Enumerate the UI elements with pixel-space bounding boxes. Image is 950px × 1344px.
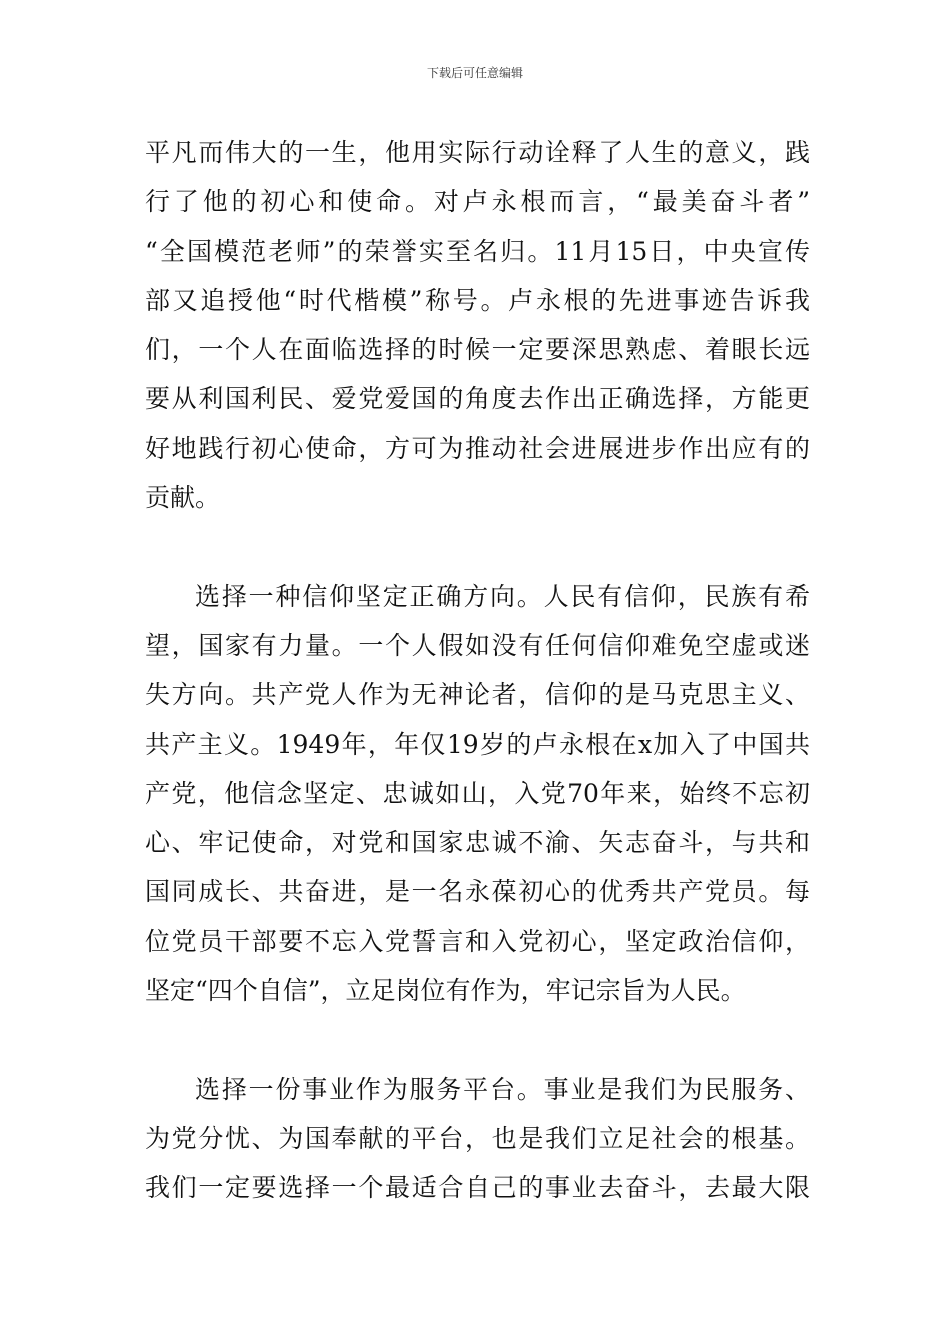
text-line: 部又追授他“时代楷模”称号。卢永根的先进事迹告诉我 bbox=[145, 285, 810, 315]
text-line: 产党，他信念坚定、忠诚如山，入党70年来，始终不忘初 bbox=[145, 778, 810, 808]
page-header: 下载后可任意编辑 bbox=[426, 66, 523, 80]
text-line: 平凡而伟大的一生，他用实际行动诠释了人生的意义，践 bbox=[145, 138, 810, 167]
text-line: 失方向。共产党人作为无神论者，信仰的是马克思主义、 bbox=[145, 680, 810, 710]
text-line: 共产主义。1949年，年仅19岁的卢永根在x加入了中国共 bbox=[145, 729, 810, 759]
text-line: 贡献。 bbox=[145, 483, 221, 513]
text-line: 好地践行初心使命，方可为推动社会进展进步作出应有的 bbox=[145, 433, 810, 463]
text-line: 选择一种信仰坚定正确方向。人民有信仰，民族有希 bbox=[195, 581, 810, 611]
text-line: 们，一个人在面临选择的时候一定要深思熟虑、着眼长远 bbox=[145, 335, 810, 365]
document-body bbox=[145, 128, 810, 1213]
paragraph-3 bbox=[145, 1065, 810, 1213]
text-line: 心、牢记使命，对党和国家忠诚不渝、矢志奋斗，与共和 bbox=[145, 828, 810, 858]
text-line: 选择一份事业作为服务平台。事业是我们为民服务、 bbox=[195, 1074, 810, 1104]
paragraph-2 bbox=[145, 572, 810, 1016]
text-line: 望，国家有力量。一个人假如没有任何信仰难免空虚或迷 bbox=[145, 630, 810, 660]
paragraph-gap bbox=[145, 1015, 810, 1064]
paragraph-1 bbox=[145, 128, 810, 522]
text-line: 我们一定要选择一个最适合自己的事业去奋斗，去最大限 bbox=[145, 1173, 810, 1203]
text-line: “全国模范老师”的荣誉实至名归。11月15日，中央宣传 bbox=[145, 236, 810, 266]
text-line: 要从利国利民、爱党爱国的角度去作出正确选择，方能更 bbox=[145, 384, 810, 414]
text-line: 位党员干部要不忘入党誓言和入党初心，坚定政治信仰， bbox=[145, 926, 810, 956]
text-line: 为党分忧、为国奉献的平台，也是我们立足社会的根基。 bbox=[145, 1123, 810, 1153]
text-line: 行了他的初心和使命。对卢永根而言，“最美奋斗者” bbox=[145, 187, 810, 217]
paragraph-gap bbox=[145, 522, 810, 571]
text-line: 坚定“四个自信”，立足岗位有作为，牢记宗旨为人民。 bbox=[145, 976, 746, 1006]
text-line: 国同成长、共奋进，是一名永葆初心的优秀共产党员。每 bbox=[145, 877, 810, 907]
